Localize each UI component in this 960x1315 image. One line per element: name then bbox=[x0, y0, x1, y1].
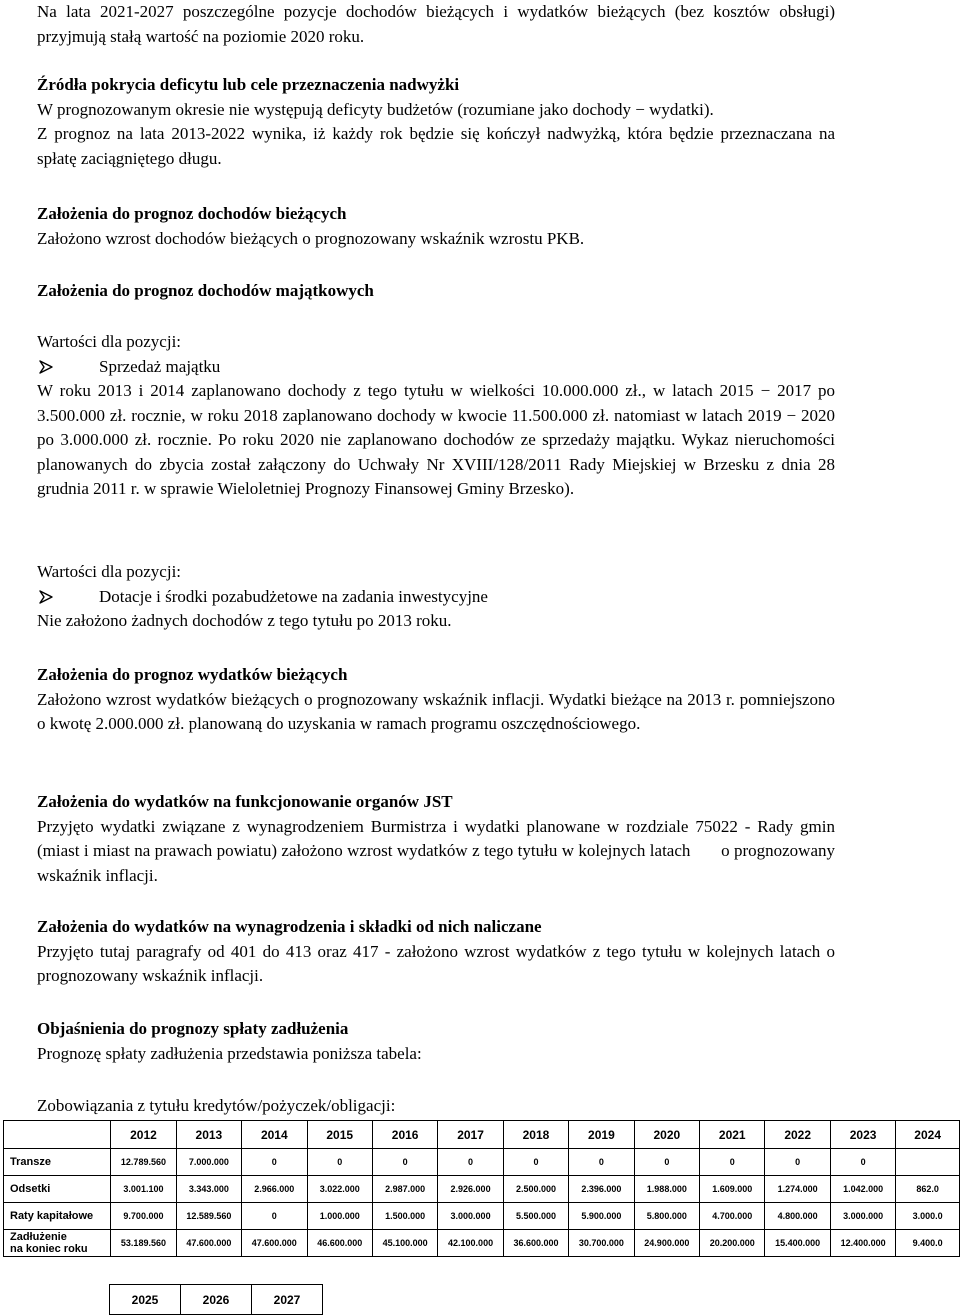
table-cell: 24.900.000 bbox=[634, 1230, 699, 1257]
debt-table-header-row bbox=[4, 1121, 960, 1149]
table-cell: 0 bbox=[503, 1149, 568, 1176]
row-label bbox=[4, 1230, 111, 1257]
table-cell: 1.500.000 bbox=[372, 1203, 437, 1230]
table-cell: 0 bbox=[438, 1149, 503, 1176]
table-cell: 47.600.000 bbox=[242, 1230, 307, 1257]
table-cell: 0 bbox=[372, 1149, 437, 1176]
table-cell: 12.789.560 bbox=[111, 1149, 176, 1176]
debt-heading: Objaśnienia do prognozy spłaty zadłużenia bbox=[37, 1019, 349, 1038]
bullet-item-subsidies bbox=[37, 585, 835, 610]
table-cell: 20.200.000 bbox=[700, 1230, 765, 1257]
table-cell: 4.700.000 bbox=[700, 1203, 765, 1230]
table-cell: 0 bbox=[634, 1149, 699, 1176]
year-header: 2019 bbox=[569, 1121, 634, 1149]
table-caption: Zobowiązania z tytułu kredytów/pożyczek/obligacji: bbox=[37, 1096, 396, 1115]
row-label: Odsetki bbox=[4, 1176, 111, 1203]
arrow-bullet-icon bbox=[37, 590, 99, 604]
table-cell: 2.500.000 bbox=[503, 1176, 568, 1203]
row-label: Transze bbox=[4, 1149, 111, 1176]
table-cell: 0 bbox=[307, 1149, 372, 1176]
table-row-odsetki bbox=[4, 1176, 960, 1203]
intro-paragraph: Na lata 2021-2027 poszczególne pozycje dochodów bieżących i wydatków bieżących (bez kosztów obsługi) przyjmują stałą wartość na poziomie 2020 roku. bbox=[37, 2, 835, 46]
current-expense-text: Założono wzrost wydatków bieżących o prognozowany wskaźnik inflacji. Wydatki bieżące na 2013 r. pomniejszono o kwotę 2.000.000 zł. planowaną do uzyskania w ramach programu oszczędnościowego. bbox=[37, 689, 835, 733]
table-cell: 12.400.000 bbox=[830, 1230, 895, 1257]
jst-heading: Założenia do wydatków na funkcjonowanie organów JST bbox=[37, 792, 453, 811]
table-cell: 0 bbox=[700, 1149, 765, 1176]
table-cell: 862.0 bbox=[896, 1176, 960, 1203]
year-header: 2023 bbox=[830, 1121, 895, 1149]
table-cell: 4.800.000 bbox=[765, 1203, 830, 1230]
bullet-item-property-sale bbox=[37, 355, 835, 380]
year-header: 2026 bbox=[181, 1285, 252, 1315]
subsidies-text: Nie założono żadnych dochodów z tego tytułu po 2013 roku. bbox=[37, 611, 452, 630]
table-corner-cell bbox=[4, 1121, 111, 1149]
bullet-1-text: Sprzedaż majątku bbox=[99, 356, 221, 376]
property-income-heading: Założenia do prognoz dochodów majątkowych bbox=[37, 281, 374, 300]
table-cell: 12.589.560 bbox=[176, 1203, 241, 1230]
years-table bbox=[109, 1284, 323, 1315]
table-cell: 15.400.000 bbox=[765, 1230, 830, 1257]
arrow-bullet-icon bbox=[37, 360, 99, 374]
table-cell: 53.189.560 bbox=[111, 1230, 176, 1257]
year-header: 2014 bbox=[242, 1121, 307, 1149]
bullet-2-text: Dotacje i środki pozabudżetowe na zadania inwestycyjne bbox=[99, 586, 488, 606]
salary-heading: Założenia do wydatków na wynagrodzenia i składki od nich naliczane bbox=[37, 917, 542, 936]
table-cell: 3.001.100 bbox=[111, 1176, 176, 1203]
table-cell: 3.343.000 bbox=[176, 1176, 241, 1203]
table-cell bbox=[896, 1149, 960, 1176]
table-cell: 1.000.000 bbox=[307, 1203, 372, 1230]
deficit-text-2: Z prognoz na lata 2013-2022 wynika, iż każdy rok będzie się kończył nadwyżką, która będzie przeznaczana na spłatę zaciągniętego długu. bbox=[37, 124, 835, 168]
table-cell: 2.396.000 bbox=[569, 1176, 634, 1203]
year-header: 2022 bbox=[765, 1121, 830, 1149]
table-cell: 0 bbox=[765, 1149, 830, 1176]
table-cell: 5.800.000 bbox=[634, 1203, 699, 1230]
debt-text: Prognozę spłaty zadłużenia przedstawia poniższa tabela: bbox=[37, 1043, 422, 1063]
year-header: 2018 bbox=[503, 1121, 568, 1149]
row-label-line-1: Zadłużenie bbox=[10, 1231, 67, 1243]
table-cell: 2.987.000 bbox=[372, 1176, 437, 1203]
table-cell: 45.100.000 bbox=[372, 1230, 437, 1257]
row-label-line-2: na koniec roku bbox=[10, 1243, 88, 1255]
year-header: 2027 bbox=[252, 1285, 323, 1315]
table-cell: 5.500.000 bbox=[503, 1203, 568, 1230]
table-cell: 3.000.0 bbox=[896, 1203, 960, 1230]
table-row-zadluzenie bbox=[4, 1230, 960, 1257]
table-cell: 7.000.000 bbox=[176, 1149, 241, 1176]
debt-table bbox=[3, 1120, 960, 1257]
year-header: 2012 bbox=[111, 1121, 176, 1149]
values-label-1: Wartości dla pozycji: bbox=[37, 332, 182, 351]
table-cell: 30.700.000 bbox=[569, 1230, 634, 1257]
table-cell: 9.700.000 bbox=[111, 1203, 176, 1230]
table-cell: 0 bbox=[242, 1149, 307, 1176]
year-header: 2015 bbox=[307, 1121, 372, 1149]
table-cell: 2.966.000 bbox=[242, 1176, 307, 1203]
table-cell: 36.600.000 bbox=[503, 1230, 568, 1257]
deficit-heading: Źródła pokrycia deficytu lub cele przeznaczenia nadwyżki bbox=[37, 75, 460, 94]
years-table-header-row bbox=[110, 1285, 323, 1315]
year-header: 2024 bbox=[896, 1121, 960, 1149]
year-header: 2021 bbox=[700, 1121, 765, 1149]
table-row-raty-kapitalowe bbox=[4, 1203, 960, 1230]
table-cell: 3.000.000 bbox=[830, 1203, 895, 1230]
year-header: 2025 bbox=[110, 1285, 181, 1315]
table-cell: 1.042.000 bbox=[830, 1176, 895, 1203]
current-income-heading: Założenia do prognoz dochodów bieżących bbox=[37, 204, 347, 223]
table-cell: 0 bbox=[242, 1203, 307, 1230]
salary-text: Przyjęto tutaj paragrafy od 401 do 413 oraz 417 - założono wzrost wydatków z tego tytułu w kolejnych latach o prognozowany wskaźnik inflacji. bbox=[37, 941, 835, 985]
table-cell: 0 bbox=[830, 1149, 895, 1176]
table-cell: 3.022.000 bbox=[307, 1176, 372, 1203]
year-header: 2016 bbox=[372, 1121, 437, 1149]
table-cell: 3.000.000 bbox=[438, 1203, 503, 1230]
row-label: Raty kapitałowe bbox=[4, 1203, 111, 1230]
table-cell: 2.926.000 bbox=[438, 1176, 503, 1203]
table-row-transze bbox=[4, 1149, 960, 1176]
year-header: 2020 bbox=[634, 1121, 699, 1149]
values-label-2: Wartości dla pozycji: bbox=[37, 562, 182, 581]
table-cell: 9.400.0 bbox=[896, 1230, 960, 1257]
deficit-text-1: W prognozowanym okresie nie występują deficyty budżetów (rozumiane jako dochody − wydatki). bbox=[37, 99, 714, 119]
table-cell: 46.600.000 bbox=[307, 1230, 372, 1257]
year-header: 2017 bbox=[438, 1121, 503, 1149]
table-cell: 1.609.000 bbox=[700, 1176, 765, 1203]
table-cell: 42.100.000 bbox=[438, 1230, 503, 1257]
table-cell: 1.988.000 bbox=[634, 1176, 699, 1203]
current-income-text: Założono wzrost dochodów bieżących o prognozowany wskaźnik wzrostu PKB. bbox=[37, 228, 585, 248]
current-expense-heading: Założenia do prognoz wydatków bieżących bbox=[37, 665, 348, 684]
jst-text: Przyjęto wydatki związane z wynagrodzeniem Burmistrza i wydatki planowane w rozdziale 75022 - Rady gmin (miast i miast na prawach powiatu) założono wzrost wydatków z tego tytułu w kolejnych latach o prognozowany wskaźnik inflacji. bbox=[37, 816, 840, 885]
table-cell: 0 bbox=[569, 1149, 634, 1176]
year-header: 2013 bbox=[176, 1121, 241, 1149]
table-cell: 5.900.000 bbox=[569, 1203, 634, 1230]
property-sale-text: W roku 2013 i 2014 zaplanowano dochody z tego tytułu w wielkości 10.000.000 zł., w latach 2015 − 2017 po 3.500.000 zł. rocznie, w roku 2018 zaplanowano dochody w kwocie 11.500.000 zł. natomiast w latach 2019 − 2020 po 3.000.000 zł. rocznie. Po roku 2020 nie zaplanowano dochodów ze sprzedaży majątku. Wykaz nieruchomości planowanych do zbycia został załączony do Uchwały Nr XVIII/128/2011 Rady Miejskiej w Brzesku z dnia 28 grudnia 2011 r. w sprawie Wieloletniej Prognozy Finansowej Gminy Brzesko). bbox=[37, 381, 835, 498]
table-cell: 1.274.000 bbox=[765, 1176, 830, 1203]
table-cell: 47.600.000 bbox=[176, 1230, 241, 1257]
